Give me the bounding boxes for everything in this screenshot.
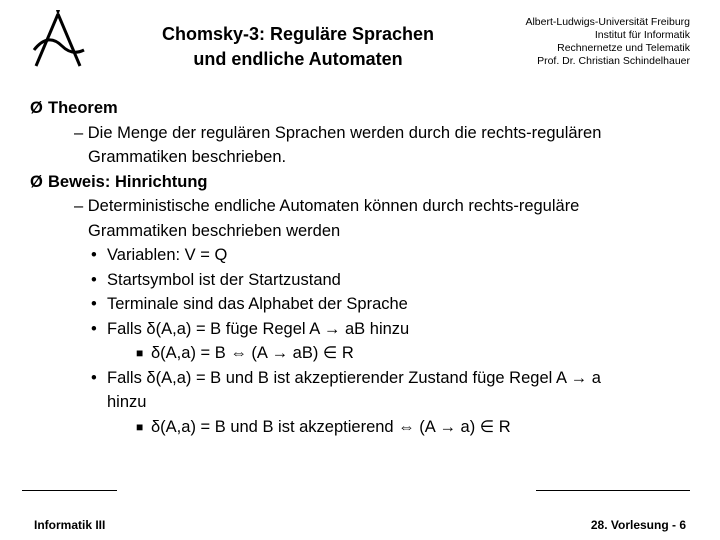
theorem-heading-text: Theorem — [48, 99, 118, 117]
footer-right-rule — [536, 490, 690, 491]
square-bullet-icon: ■ — [136, 419, 144, 434]
bullet-rule-a-cont: hinzu — [107, 393, 147, 411]
bullet-start-symbol-text: Startsymbol ist der Startzustand — [107, 270, 341, 289]
institution-block — [450, 16, 690, 68]
slide-title — [128, 22, 468, 72]
bullet-rule-ab — [30, 317, 700, 342]
dot-bullet-icon: • — [91, 270, 97, 289]
theorem-text-1: – Die Menge der regulären Sprachen werden durch die rechts-regulären — [74, 123, 602, 142]
bullet-terminals — [30, 292, 700, 317]
bullet-rule-a — [30, 366, 700, 391]
title-line-1: Chomsky-3: Reguläre Sprachen — [161, 24, 435, 44]
proof-text-2-content: Grammatiken beschrieben werden — [88, 221, 341, 240]
institute-name: Institut für Informatik — [594, 29, 690, 41]
bullet-start-symbol — [30, 268, 700, 293]
proof-text-1: – Deterministische endliche Automaten können durch rechts-reguläre — [74, 197, 580, 215]
proof-heading-text: Beweis: Hinrichtung — [48, 172, 208, 191]
dot-bullet-icon: • — [91, 295, 97, 313]
sub-bullet-a — [30, 415, 700, 440]
department-name: Rechnernetze und Telematik — [557, 42, 690, 54]
slide-body — [30, 96, 700, 439]
dot-bullet-icon: • — [91, 319, 97, 338]
footer-course: Informatik III — [34, 518, 106, 532]
sub-bullet-a-text: δ(A,a) = B und B ist akzeptierend ⇔ (A → a) ∈ R — [151, 417, 511, 436]
bullet-rule-a-text: Falls δ(A,a) = B und B ist akzeptierender Zustand füge Regel A → a — [107, 368, 601, 387]
footer-page-number: 28. Vorlesung - 6 — [590, 518, 686, 532]
bullet-variables — [30, 243, 700, 268]
theorem-text-2 — [30, 145, 700, 170]
arrow-bullet-icon: Ø — [30, 99, 43, 117]
bullet-rule-ab-text: Falls δ(A,a) = B füge Regel A → aB hinzu — [107, 319, 410, 338]
title-line-2: und endliche Automaten — [193, 49, 403, 69]
university-name: Albert-Ludwigs-Universität Freiburg — [525, 16, 690, 28]
sub-bullet-ab — [30, 341, 700, 366]
footer-left-rule — [22, 490, 117, 491]
dot-bullet-icon: • — [91, 368, 97, 387]
bullet-terminals-text: Terminale sind das Alphabet der Sprache — [107, 295, 408, 313]
university-logo — [28, 10, 88, 70]
square-bullet-icon: ■ — [136, 346, 144, 360]
dot-bullet-icon: • — [91, 246, 97, 264]
professor-name: Prof. Dr. Christian Schindelhauer — [537, 55, 690, 67]
proof-heading — [30, 170, 700, 195]
sub-bullet-ab-text: δ(A,a) = B ⇔ (A → aB) ∈ R — [151, 344, 354, 362]
theorem-text-2-content: Grammatiken beschrieben. — [88, 148, 287, 166]
bullet-variables-text: Variablen: V = Q — [107, 246, 228, 264]
arrow-bullet-icon: Ø — [30, 172, 43, 191]
proof-text-2 — [30, 219, 700, 244]
theorem-heading — [30, 96, 700, 121]
